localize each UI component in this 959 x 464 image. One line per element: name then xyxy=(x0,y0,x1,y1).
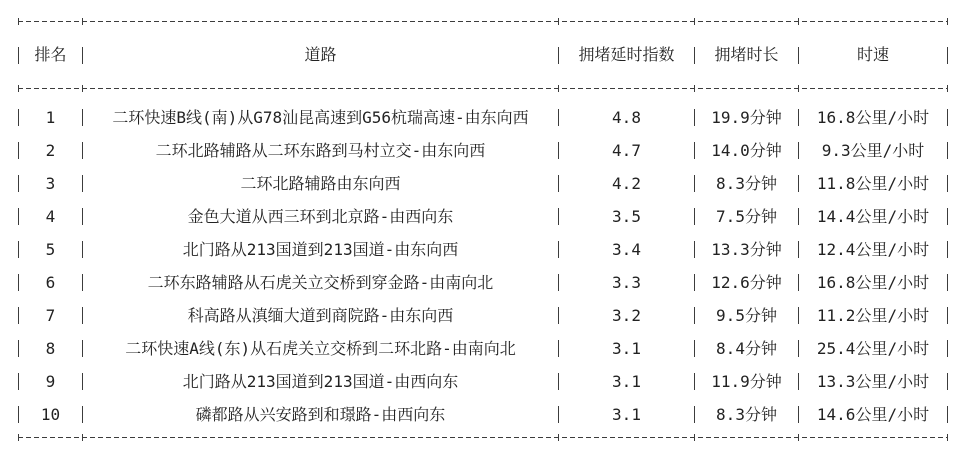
column-separator xyxy=(14,233,23,266)
table-row xyxy=(14,134,954,167)
column-separator xyxy=(794,266,803,299)
plus-intersection xyxy=(947,18,948,25)
column-separator xyxy=(943,101,952,134)
plus-intersection xyxy=(694,85,695,92)
column-separator xyxy=(943,398,952,431)
column-separator xyxy=(794,233,803,266)
column-separator xyxy=(943,332,952,365)
rank-cell: 7 xyxy=(45,305,56,325)
dashed-line xyxy=(18,21,948,22)
duration-cell: 13.3分钟 xyxy=(711,239,782,259)
table-row xyxy=(14,233,954,266)
duration-cell: 8.4分钟 xyxy=(716,338,777,358)
table-row xyxy=(14,332,954,365)
table-header-row xyxy=(14,22,954,88)
column-separator xyxy=(78,134,87,167)
column-separator xyxy=(690,134,699,167)
dashed-line xyxy=(18,88,948,89)
plus-intersection xyxy=(694,18,695,25)
column-separator xyxy=(690,22,699,88)
plus-intersection xyxy=(558,434,559,441)
speed-cell: 13.3公里/小时 xyxy=(816,371,930,391)
column-separator xyxy=(554,200,563,233)
duration-cell: 11.9分钟 xyxy=(711,371,782,391)
column-separator xyxy=(554,22,563,88)
rank-cell: 4 xyxy=(45,206,56,226)
road-cell: 磷都路从兴安路到和璟路-由西向东 xyxy=(195,404,446,424)
column-separator xyxy=(14,365,23,398)
column-separator xyxy=(690,398,699,431)
delay-index-cell: 4.7 xyxy=(612,140,641,160)
column-separator xyxy=(943,233,952,266)
road-cell: 金色大道从西三环到北京路-由西向东 xyxy=(187,206,454,226)
plus-intersection xyxy=(798,18,799,25)
column-separator xyxy=(554,332,563,365)
column-separator xyxy=(14,266,23,299)
delay-index-cell: 3.4 xyxy=(612,239,641,259)
column-separator xyxy=(14,332,23,365)
column-separator xyxy=(794,365,803,398)
speed-cell: 9.3公里/小时 xyxy=(821,140,925,160)
column-separator xyxy=(78,200,87,233)
table-row xyxy=(14,398,954,431)
rank-cell: 1 xyxy=(45,107,56,127)
column-separator xyxy=(554,233,563,266)
plus-intersection xyxy=(82,85,83,92)
column-separator xyxy=(78,101,87,134)
delay-index-cell: 3.1 xyxy=(612,371,641,391)
header-road: 道路 xyxy=(304,45,337,64)
table-row xyxy=(14,101,954,134)
speed-cell: 25.4公里/小时 xyxy=(816,338,930,358)
table-border-header xyxy=(18,88,948,89)
column-separator xyxy=(943,365,952,398)
column-separator xyxy=(943,200,952,233)
column-separator xyxy=(78,167,87,200)
rank-cell: 9 xyxy=(45,371,56,391)
column-separator xyxy=(14,22,23,88)
speed-cell: 14.6公里/小时 xyxy=(816,404,930,424)
rank-cell: 5 xyxy=(45,239,56,259)
speed-cell: 11.8公里/小时 xyxy=(816,173,930,193)
column-separator xyxy=(554,266,563,299)
table-row xyxy=(14,365,954,398)
road-cell: 北门路从213国道到213国道-由西向东 xyxy=(182,371,459,391)
column-separator xyxy=(690,167,699,200)
speed-cell: 14.4公里/小时 xyxy=(816,206,930,226)
road-cell: 二环北路辅路由东向西 xyxy=(240,173,401,193)
plus-intersection xyxy=(947,434,948,441)
column-separator xyxy=(690,101,699,134)
column-separator xyxy=(554,365,563,398)
column-separator xyxy=(690,299,699,332)
column-separator xyxy=(794,134,803,167)
plus-intersection xyxy=(18,85,19,92)
speed-cell: 12.4公里/小时 xyxy=(816,239,930,259)
column-separator xyxy=(690,233,699,266)
rank-cell: 10 xyxy=(40,404,61,424)
column-separator xyxy=(78,22,87,88)
road-cell: 北门路从213国道到213国道-由东向西 xyxy=(182,239,459,259)
rank-cell: 3 xyxy=(45,173,56,193)
plus-intersection xyxy=(18,434,19,441)
duration-cell: 8.3分钟 xyxy=(716,173,777,193)
column-separator xyxy=(78,233,87,266)
column-separator xyxy=(794,398,803,431)
table-row xyxy=(14,299,954,332)
column-separator xyxy=(943,134,952,167)
plus-intersection xyxy=(82,434,83,441)
delay-index-cell: 3.1 xyxy=(612,338,641,358)
duration-cell: 12.6分钟 xyxy=(711,272,782,292)
duration-cell: 9.5分钟 xyxy=(716,305,777,325)
plus-intersection xyxy=(558,18,559,25)
column-separator xyxy=(794,22,803,88)
table-border-top xyxy=(18,21,948,22)
column-separator xyxy=(690,266,699,299)
rank-cell: 2 xyxy=(45,140,56,160)
column-separator xyxy=(78,299,87,332)
delay-index-cell: 4.2 xyxy=(612,173,641,193)
delay-index-cell: 3.2 xyxy=(612,305,641,325)
column-separator xyxy=(690,365,699,398)
speed-cell: 11.2公里/小时 xyxy=(816,305,930,325)
plus-intersection xyxy=(947,85,948,92)
road-cell: 二环北路辅路从二环东路到马村立交-由东向西 xyxy=(155,140,486,160)
column-separator xyxy=(794,167,803,200)
column-separator xyxy=(78,365,87,398)
column-separator xyxy=(794,332,803,365)
column-separator xyxy=(14,101,23,134)
column-separator xyxy=(943,299,952,332)
column-separator xyxy=(943,167,952,200)
rank-cell: 6 xyxy=(45,272,56,292)
column-separator xyxy=(943,266,952,299)
column-separator xyxy=(794,299,803,332)
header-duration: 拥堵时长 xyxy=(714,45,779,64)
duration-cell: 8.3分钟 xyxy=(716,404,777,424)
column-separator xyxy=(943,22,952,88)
plus-intersection xyxy=(798,85,799,92)
column-separator xyxy=(14,200,23,233)
delay-index-cell: 3.1 xyxy=(612,404,641,424)
delay-index-cell: 4.8 xyxy=(612,107,641,127)
speed-cell: 16.8公里/小时 xyxy=(816,272,930,292)
column-separator xyxy=(794,200,803,233)
column-separator xyxy=(554,134,563,167)
dashed-line xyxy=(18,437,948,438)
plus-intersection xyxy=(558,85,559,92)
delay-index-cell: 3.5 xyxy=(612,206,641,226)
column-separator xyxy=(794,101,803,134)
delay-index-cell: 3.3 xyxy=(612,272,641,292)
column-separator xyxy=(690,332,699,365)
plus-intersection xyxy=(18,18,19,25)
plus-intersection xyxy=(694,434,695,441)
column-separator xyxy=(14,134,23,167)
plus-intersection xyxy=(82,18,83,25)
congestion-ranking-table xyxy=(14,21,954,438)
table-row xyxy=(14,200,954,233)
column-separator xyxy=(554,101,563,134)
plus-intersection xyxy=(798,434,799,441)
header-rank: 排名 xyxy=(34,45,67,64)
duration-cell: 14.0分钟 xyxy=(711,140,782,160)
column-separator xyxy=(14,398,23,431)
table-body xyxy=(14,89,954,437)
column-separator xyxy=(78,266,87,299)
road-cell: 二环快速B线(南)从G78汕昆高速到G56杭瑞高速-由东向西 xyxy=(112,107,529,127)
header-speed: 时速 xyxy=(856,45,889,64)
rank-cell: 8 xyxy=(45,338,56,358)
table-border-bottom xyxy=(18,437,948,438)
speed-cell: 16.8公里/小时 xyxy=(816,107,930,127)
table-row xyxy=(14,167,954,200)
column-separator xyxy=(14,299,23,332)
column-separator xyxy=(554,167,563,200)
column-separator xyxy=(690,200,699,233)
column-separator xyxy=(78,398,87,431)
duration-cell: 7.5分钟 xyxy=(716,206,777,226)
header-delay-index: 拥堵延时指数 xyxy=(578,45,675,64)
column-separator xyxy=(554,299,563,332)
duration-cell: 19.9分钟 xyxy=(711,107,782,127)
road-cell: 科高路从滇缅大道到商院路-由东向西 xyxy=(187,305,454,325)
road-cell: 二环东路辅路从石虎关立交桥到穿金路-由南向北 xyxy=(147,272,494,292)
column-separator xyxy=(14,167,23,200)
column-separator xyxy=(78,332,87,365)
table-row xyxy=(14,266,954,299)
column-separator xyxy=(554,398,563,431)
road-cell: 二环快速A线(东)从石虎关立交桥到二环北路-由南向北 xyxy=(125,338,516,358)
